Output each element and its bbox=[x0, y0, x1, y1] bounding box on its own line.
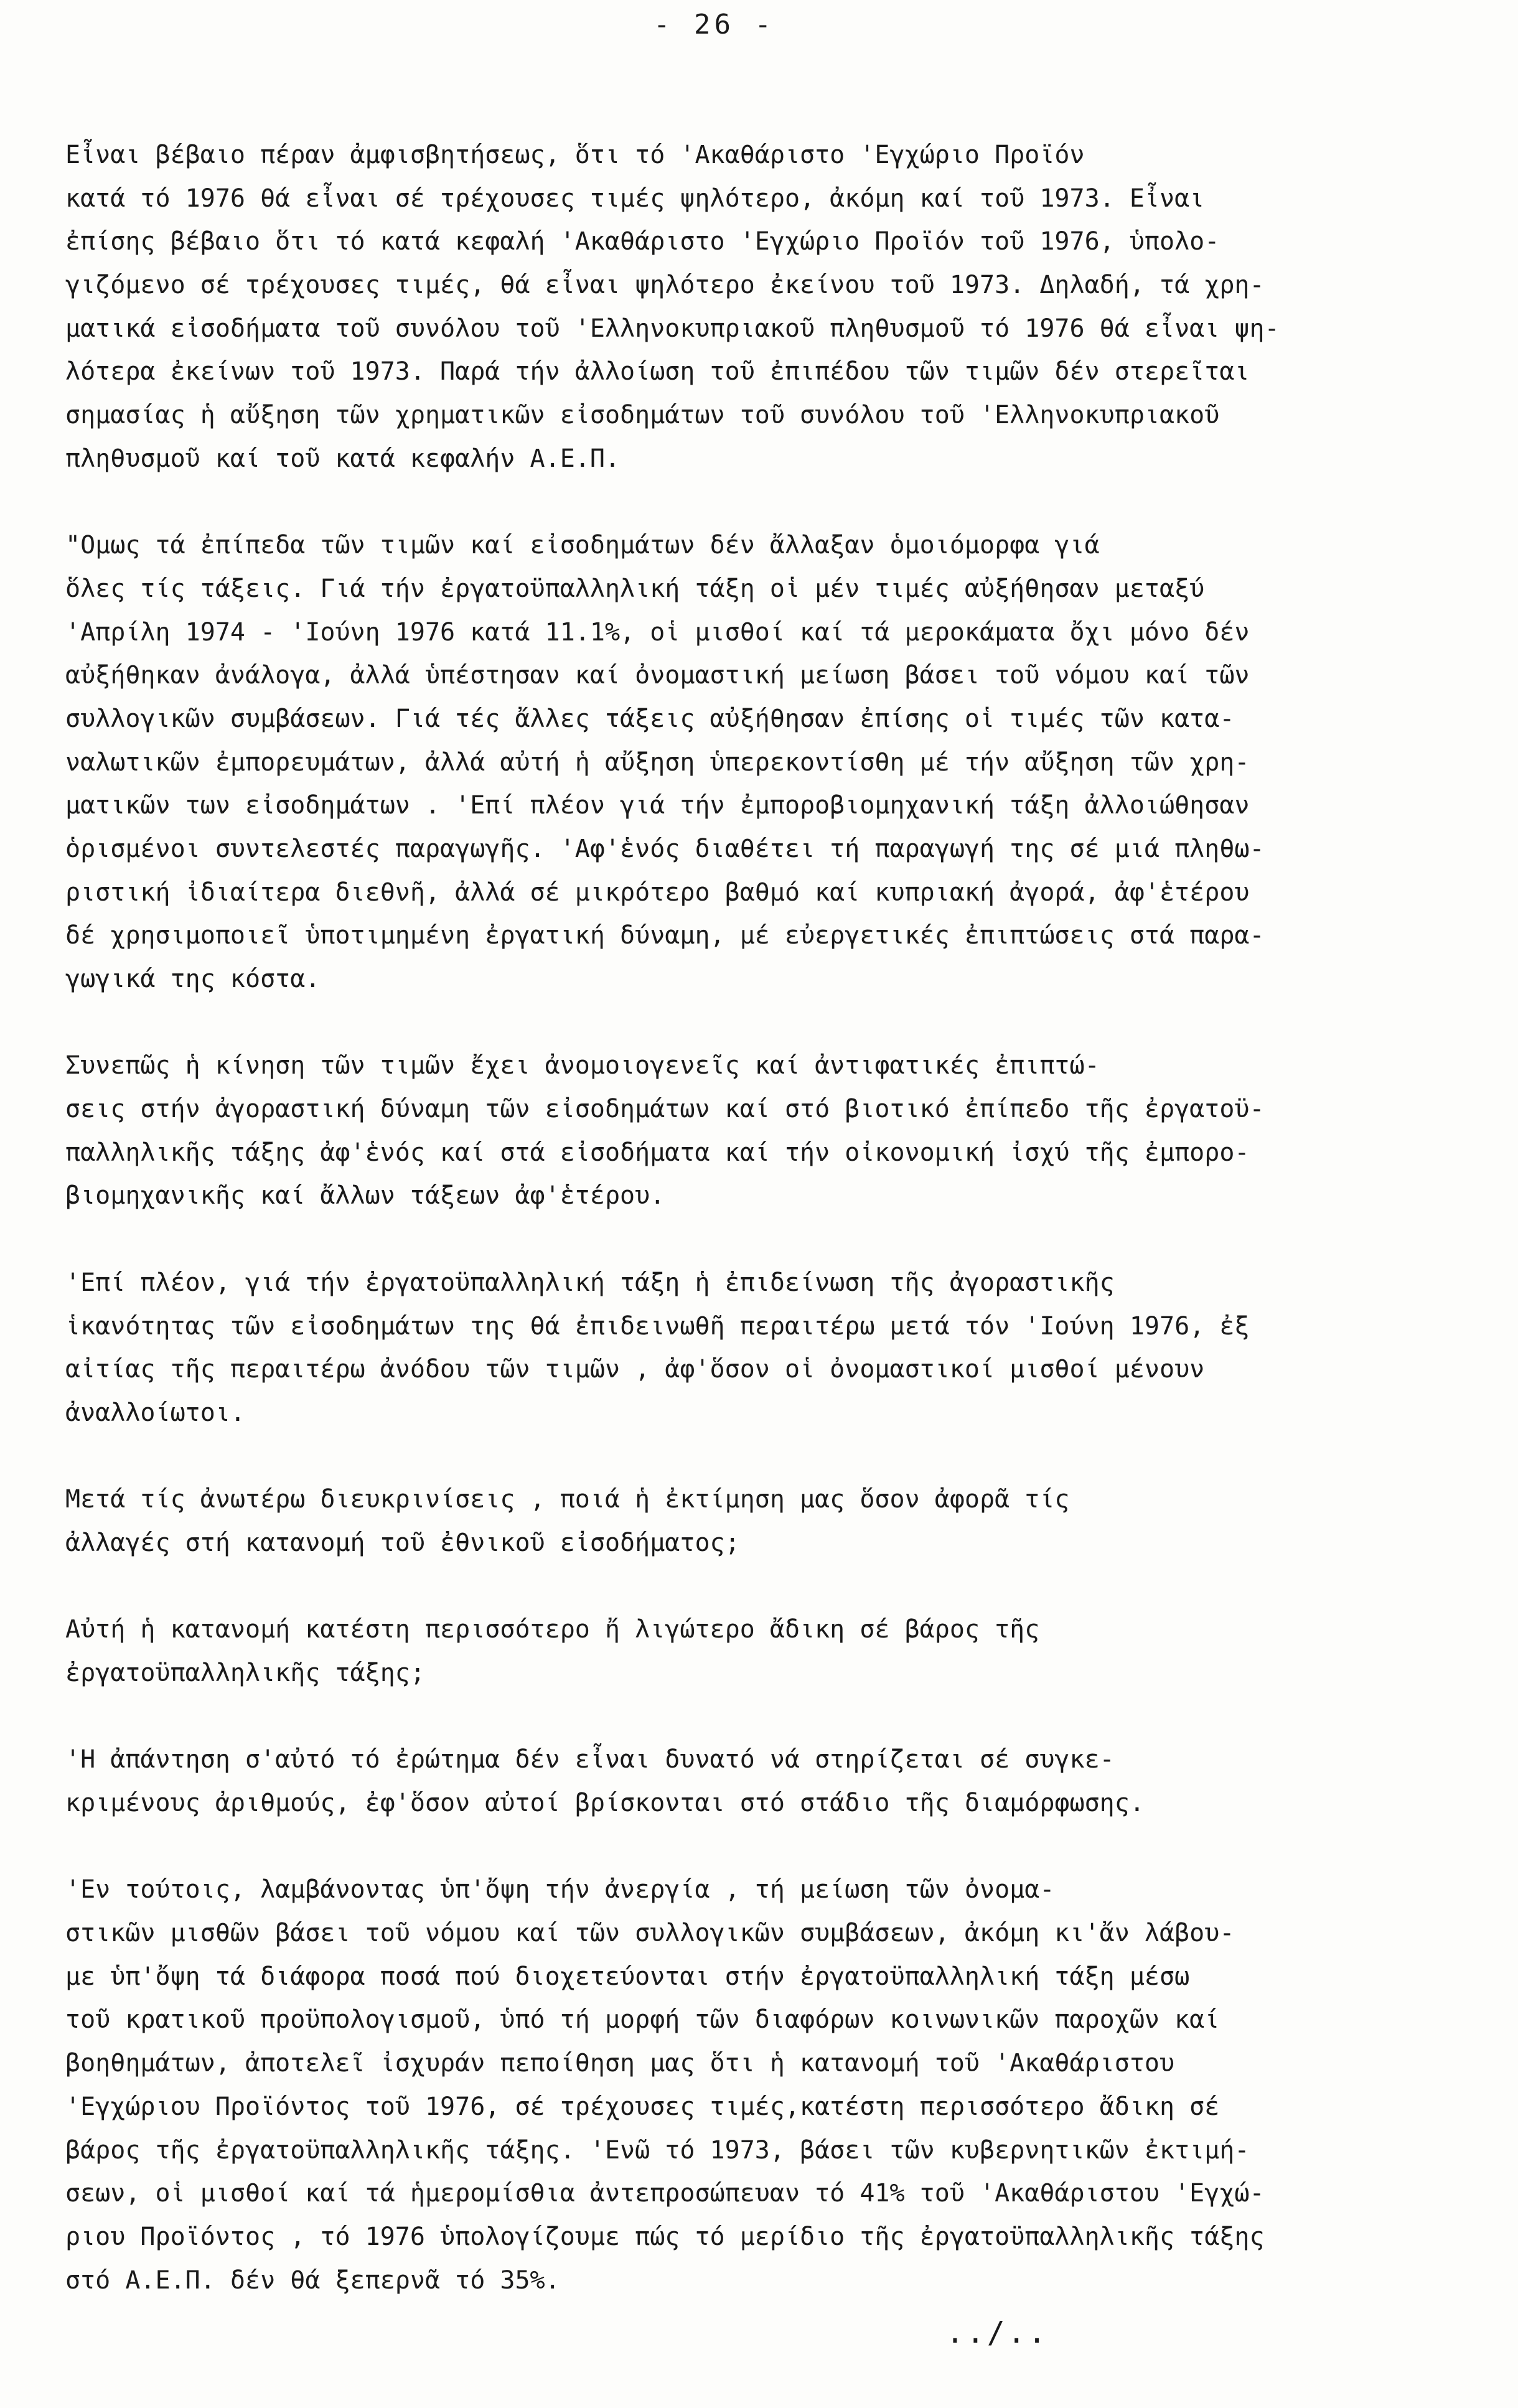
text-line: ἐργατοϋπαλληλικῆς τάξης; bbox=[65, 1658, 425, 1687]
text-line: ἀλλαγές στή κατανομή τοῦ ἐθνικοῦ εἰσοδήματος; bbox=[65, 1528, 740, 1557]
text-line: στικῶν μισθῶν βάσει τοῦ νόμου καί τῶν συλλογικῶν συμβάσεων, ἀκόμη κι'ἄν λάβου- bbox=[65, 1919, 1235, 1948]
paragraph bbox=[65, 1262, 1403, 1435]
paragraph bbox=[65, 1478, 1403, 1565]
text-line: κριμένους ἀριθμούς, ἐφ'ὅσον αὐτοί βρίσκονται στό στάδιο τῆς διαμόρφωσης. bbox=[65, 1789, 1145, 1818]
text-line: γωγικά της κόστα. bbox=[65, 965, 321, 994]
text-line: βιομηχανικῆς καί ἄλλων τάξεων ἀφ'ἑτέρου. bbox=[65, 1181, 665, 1211]
text-line: ματικῶν των εἰσοδημάτων . 'Επί πλέον γιά τήν ἐμποροβιομηχανική τάξη ἀλλοιώθησαν bbox=[65, 791, 1250, 820]
text-line: ναλωτικῶν ἐμπορευμάτων, ἀλλά αὐτή ἡ αὔξηση ὑπερεκοντίσθη μέ τήν αὔξηση τῶν χρη- bbox=[65, 747, 1250, 777]
text-line: ματικά εἰσοδήματα τοῦ συνόλου τοῦ 'Ελληνοκυπριακοῦ πληθυσμοῦ τό 1976 θά εἶναι ψη- bbox=[65, 314, 1280, 343]
text-line: 'Επί πλέον, γιά τήν ἐργατοϋπαλληλική τάξη ἡ ἐπιδείνωση τῆς ἀγοραστικῆς bbox=[65, 1268, 1115, 1297]
text-line: τοῦ κρατικοῦ προϋπολογισμοῦ, ὑπό τή μορφή τῶν διαφόρων κοινωνικῶν παροχῶν καί bbox=[65, 2005, 1220, 2035]
text-line: 'Απρίλη 1974 - 'Ιούνη 1976 κατά 11.1%, οἱ μισθοί καί τά μεροκάματα ὄχι μόνο δέν bbox=[65, 617, 1250, 647]
text-line: ἐπίσης βέβαιο ὅτι τό κατά κεφαλή 'Ακαθάριστο 'Εγχώριο Προϊόν τοῦ 1976, ὑπολο- bbox=[65, 227, 1220, 256]
text-line: ὁρισμένοι συντελεστές παραγωγῆς. 'Αφ'ἑνός διαθέτει τή παραγωγή της σέ μιά πληθω- bbox=[65, 834, 1265, 863]
paragraph bbox=[65, 134, 1403, 481]
text-line: στό Α.Ε.Π. δέν θά ξεπερνᾶ τό 35%. bbox=[65, 2265, 560, 2295]
text-line: γιζόμενο σέ τρέχουσες τιμές, θά εἶναι ψηλότερο ἐκείνου τοῦ 1973. Δηλαδή, τά χρη- bbox=[65, 271, 1265, 300]
text-line: Συνεπῶς ἡ κίνηση τῶν τιμῶν ἔχει ἀνομοιογενεῖς καί ἀντιφατικές ἐπιπτώ- bbox=[65, 1051, 1100, 1080]
page-number: - 26 - bbox=[654, 9, 775, 40]
paragraph bbox=[65, 1738, 1403, 1825]
text-line: ὅλες τίς τάξεις. Γιά τήν ἐργατοϋπαλληλική τάξη οἱ μέν τιμές αὐξήθησαν μεταξύ bbox=[65, 574, 1205, 603]
text-line: Εἶναι βέβαιο πέραν ἀμφισβητήσεως, ὅτι τό 'Ακαθάριστο 'Εγχώριο Προϊόν bbox=[65, 141, 1085, 169]
text-line: αἰτίας τῆς περαιτέρω ἀνόδου τῶν τιμῶν , ἀφ'ὅσον οἱ ὀνομαστικοί μισθοί μένουν bbox=[65, 1355, 1205, 1384]
text-line: Μετά τίς ἀνωτέρω διευκρινίσεις , ποιά ἡ ἐκτίμηση μας ὅσον ἀφορᾶ τίς bbox=[65, 1485, 1070, 1514]
text-line: συλλογικῶν συμβάσεων. Γιά τές ἄλλες τάξεις αὐξήθησαν ἐπίσης οἱ τιμές τῶν κατα- bbox=[65, 704, 1235, 733]
text-line: ἱκανότητας τῶν εἰσοδημάτων της θά ἐπιδεινωθῆ περαιτέρω μετά τόν 'Ιούνη 1976, ἐξ bbox=[65, 1311, 1250, 1341]
text-line: λότερα ἐκείνων τοῦ 1973. Παρά τήν ἀλλοίωση τοῦ ἐπιπέδου τῶν τιμῶν δέν στερεῖται bbox=[65, 357, 1250, 386]
text-line: δέ χρησιμοποιεῖ ὑποτιμημένη ἐργατική δύναμη, μέ εὐεργετικές ἐπιπτώσεις στά παρα- bbox=[65, 921, 1265, 950]
text-line: αὐξήθηκαν ἀνάλογα, ἀλλά ὑπέστησαν καί ὀνομαστική μείωση βάσει τοῦ νόμου καί τῶν bbox=[65, 661, 1250, 690]
text-line: ριου Προϊόντος , τό 1976 ὑπολογίζουμε πώς τό μερίδιο τῆς ἐργατοϋπαλληλικῆς τάξης bbox=[65, 2222, 1265, 2251]
text-line: βοηθημάτων, ἀποτελεῖ ἰσχυράν πεποίθηση μας ὅτι ἡ κατανομή τοῦ 'Ακαθάριστου bbox=[65, 2049, 1175, 2078]
text-line: ριστική ἰδιαίτερα διεθνῆ, ἀλλά σέ μικρότερο βαθμό καί κυπριακή ἀγορά, ἀφ'ἑτέρου bbox=[65, 878, 1250, 907]
text-line: Αὐτή ἡ κατανομή κατέστη περισσότερο ἤ λιγώτερο ἄδικη σέ βάρος τῆς bbox=[65, 1615, 1040, 1644]
text-line: ἀναλλοίωτοι. bbox=[65, 1398, 245, 1427]
paragraph bbox=[65, 524, 1403, 1001]
text-line: σεων, οἱ μισθοί καί τά ἡμερομίσθια ἀντεπροσώπευαν τό 41% τοῦ 'Ακαθάριστου 'Εγχώ- bbox=[65, 2179, 1265, 2208]
text-line: "Ομως τά ἐπίπεδα τῶν τιμῶν καί εἰσοδημάτων δέν ἄλλαξαν ὁμοιόμορφα γιά bbox=[65, 531, 1100, 560]
text-line: παλληλικῆς τάξης ἀφ'ἑνός καί στά εἰσοδήματα καί τήν οἰκονομική ἰσχύ τῆς ἐμπορο- bbox=[65, 1138, 1250, 1167]
paragraph bbox=[65, 1868, 1403, 2302]
body-text bbox=[65, 134, 1403, 2302]
paragraph bbox=[65, 1044, 1403, 1218]
text-line: σημασίας ἡ αὔξηση τῶν χρηματικῶν εἰσοδημάτων τοῦ συνόλου τοῦ 'Ελληνοκυπριακοῦ bbox=[65, 401, 1220, 430]
text-line: κατά τό 1976 θά εἶναι σέ τρέχουσες τιμές ψηλότερο, ἀκόμη καί τοῦ 1973. Εἶναι bbox=[65, 184, 1205, 213]
text-line: 'Εν τούτοις, λαμβάνοντας ὑπ'ὄψη τήν ἀνεργία , τή μείωση τῶν ὀνομα- bbox=[65, 1875, 1055, 1904]
continuation-mark: ../.. bbox=[946, 2315, 1049, 2350]
text-line: με ὑπ'ὄψη τά διάφορα ποσά πού διοχετεύονται στήν ἐργατοϋπαλληλική τάξη μέσω bbox=[65, 1962, 1190, 1991]
text-line: 'Εγχώριου Προϊόντος τοῦ 1976, σέ τρέχουσες τιμές,κατέστη περισσότερο ἄδικη σέ bbox=[65, 2092, 1220, 2121]
paragraph bbox=[65, 1608, 1403, 1695]
text-line: πληθυσμοῦ καί τοῦ κατά κεφαλήν Α.Ε.Π. bbox=[65, 444, 621, 473]
text-line: σεις στήν ἀγοραστική δύναμη τῶν εἰσοδημάτων καί στό βιοτικό ἐπίπεδο τῆς ἐργατοϋ- bbox=[65, 1095, 1265, 1124]
text-line: 'Η ἀπάντηση σ'αὐτό τό ἐρώτημα δέν εἶναι δυνατό νά στηρίζεται σέ συγκε- bbox=[65, 1745, 1115, 1774]
text-line: βάρος τῆς ἐργατοϋπαλληλικῆς τάξης. 'Ενῶ τό 1973, βάσει τῶν κυβερνητικῶν ἐκτιμή- bbox=[65, 2135, 1250, 2165]
